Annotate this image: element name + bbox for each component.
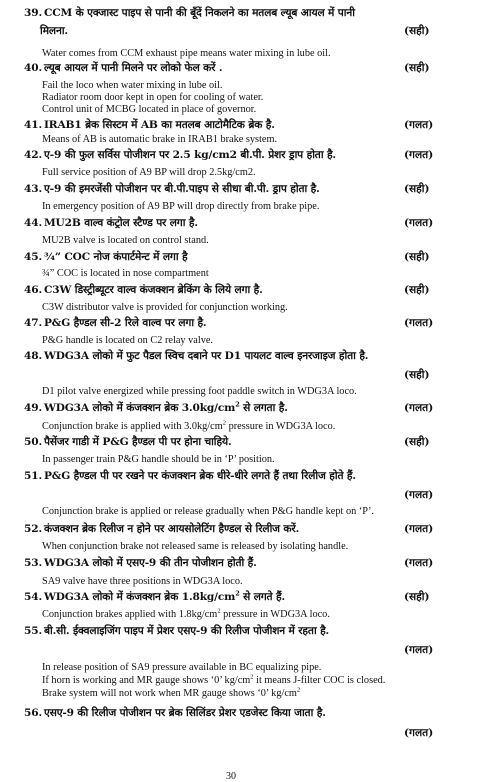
question-hindi-text: WDG3A लोको में कंजक्शन ब्रेक $1.8kg/cm^2$ से लगते हैं. (43, 589, 285, 603)
question-40 (24, 61, 222, 75)
answer-label: (गलत) (404, 489, 434, 501)
answer-label: (सही) (404, 251, 430, 263)
question-56 (24, 706, 326, 720)
question-hindi-text: पैसेंजर गाडी में P&G हैण्डल पी पर होना चाहिये. (43, 436, 232, 448)
question-hindi-text: WDG3A लोको में कंजक्शन ब्रेक $3.0kg/cm^2$ से लगता है. (43, 400, 288, 414)
question-49 (24, 401, 288, 415)
question-53 (24, 556, 257, 570)
english-translation: Radiator room door kept in open for cooling of water. (42, 92, 264, 103)
answer-label: (गलत) (404, 523, 434, 535)
english-translation: C3W distributor valve is provided for conjunction working. (42, 302, 288, 313)
question-number: 48. (24, 350, 42, 362)
english-translation: SA9 valve have three positions in WDG3A loco. (42, 576, 243, 587)
answer-label: (गलत) (404, 149, 434, 161)
question-hindi-text: CCM के एक्जास्ट पाइप से पानी की बूँदें निकलने का मतलब ल्यूब आयल में पानी (43, 7, 355, 19)
english-translation: ¾” COC is located in nose compartment (42, 268, 209, 279)
english-translation: Conjunction brake is applied or release gradually when P&G handle kept on ‘P’. (42, 506, 374, 517)
question-number: 55. (24, 625, 42, 637)
english-translation: Fail the loco when water mixing in lube oil. (42, 80, 223, 91)
answer-label: (गलत) (404, 644, 434, 656)
question-hindi-text: IRAB1 ब्रेक सिस्टम में AB का मतलब आटोमैटिक ब्रेक है. (43, 119, 275, 131)
question-51 (24, 469, 356, 483)
question-number: 42. (24, 149, 42, 161)
question-hindi-text: MU2B वाल्व कंट्रोल स्टैण्ड पर लगा है. (43, 217, 198, 229)
question-hindi-text: C3W डिस्ट्रीब्यूटर वाल्व कंजक्शन ब्रेकिंग के लिये लगा है. (43, 284, 263, 296)
answer-label: (गलत) (404, 217, 434, 229)
question-41 (24, 118, 275, 132)
page-number: 30 (226, 771, 236, 782)
question-50 (24, 435, 232, 449)
question-48 (24, 349, 368, 363)
english-translation: Brake system will not work when MR gauge shows ‘0’ $kg/cm^2$ (42, 686, 301, 699)
english-translation: Water comes from CCM exhaust pipe means water mixing in lube oil. (42, 48, 331, 59)
question-number: 40. (24, 62, 42, 74)
question-52 (24, 522, 299, 536)
question-55 (24, 624, 329, 638)
question-hindi-text: P&G हैण्डल सी-2 रिले वाल्व पर लगा है. (43, 317, 207, 329)
question-42 (24, 148, 336, 162)
question-hindi-text: WDG3A लोको में फुट पैडल स्विच दबाने पर D1 पायलट वाल्व इनरजाइज होता है. (43, 350, 369, 362)
english-translation: If horn is working and MR gauge shows ‘0’ $kg/cm^2$ it means J-filter COC is closed. (42, 673, 386, 686)
question-hindi-text: कंजक्शन ब्रेक रिलीज न होने पर आयसोलेटिंग हैण्डल से रिलीज करें. (43, 523, 300, 535)
question-hindi-text: ल्यूब आयल में पानी मिलने पर लोको फेल करें . (43, 62, 223, 74)
question-number: 54. (24, 591, 42, 603)
answer-label: (सही) (404, 25, 430, 37)
question-number: 41. (24, 119, 42, 131)
answer-label: (गलत) (404, 317, 434, 329)
question-hindi-text: ¾” COC नोज कंपार्टमेन्ट में लगा है (43, 251, 188, 263)
question-hindi-text: ए-9 की फुल सर्विस पोजीशन पर 2.5 kg/cm2 बी.पी. प्रेशर ड्राप होता है. (43, 149, 336, 161)
question-number: 46. (24, 284, 42, 296)
question-hindi-text: एसए-9 की रिलीज पोजीशन पर ब्रेक सिलिंडर प्रेशर एडजेस्ट किया जाता है. (43, 707, 326, 719)
question-54 (24, 590, 285, 604)
question-number: 56. (24, 707, 42, 719)
answer-label: (गलत) (404, 119, 434, 131)
answer-label: (सही) (404, 591, 430, 603)
english-translation: Full service position of A9 BP will drop 2.5kg/cm2. (42, 167, 256, 178)
english-translation: Control unit of MCBG located in place of governor. (42, 104, 257, 115)
answer-label: (गलत) (404, 727, 434, 739)
answer-label: (गलत) (404, 402, 434, 414)
question-hindi-text: ए-9 की इमरजेंसी पोजीशन पर बी.पी.पाइप से सीधा बी.पी. ड्राप होता है. (43, 183, 320, 195)
english-translation: In release position of SA9 pressure available in BC equalizing pipe. (42, 662, 322, 673)
question-number: 45. (24, 251, 42, 263)
english-translation: When conjunction brake not released same is released by isolating handle. (42, 541, 349, 552)
english-translation: Means of AB is automatic brake in IRAB1 brake system. (42, 134, 278, 145)
question-number: 43. (24, 183, 42, 195)
question-44 (24, 216, 198, 230)
answer-label: (सही) (404, 183, 430, 195)
question-number: 52. (24, 523, 42, 535)
answer-label: (सही) (404, 284, 430, 296)
question-hindi-continuation: मिलना. (40, 25, 68, 37)
question-number: 50. (24, 436, 42, 448)
question-hindi-text: बी.सी. ईक्वलाइजिंग पाइप में प्रेशर एसए-9 की रिलीज पोजीशन में रहता है. (43, 625, 330, 637)
question-43 (24, 182, 320, 196)
english-translation: Conjunction brakes applied with $1.8kg/cm^2$ pressure in WDG3A loco. (42, 607, 330, 620)
question-hindi-text: WDG3A लोको में एसए-9 की तीन पोजीशन होती हैं. (43, 557, 257, 569)
english-translation: In passenger train P&G handle should be in ‘P’ position. (42, 454, 275, 465)
english-translation: D1 pilot valve energized while pressing foot paddle switch in WDG3A loco. (42, 386, 357, 397)
english-translation: MU2B valve is located on control stand. (42, 235, 209, 246)
answer-label: (सही) (404, 62, 430, 74)
question-hindi-text: P&G हैण्डल पी पर रखने पर कंजक्शन ब्रेक धीरे-धीरे लगते हैं तथा रिलीज होते हैं. (43, 470, 356, 482)
question-number: 44. (24, 217, 42, 229)
question-number: 39. (24, 7, 42, 19)
answer-label: (सही) (404, 369, 430, 381)
answer-label: (गलत) (404, 557, 434, 569)
english-translation: In emergency position of A9 BP will drop directly from brake pipe. (42, 201, 320, 212)
english-translation: Conjunction brake is applied with $3.0kg/cm^2$ pressure in WDG3A loco. (42, 419, 336, 432)
answer-label: (सही) (404, 436, 430, 448)
question-number: 51. (24, 470, 42, 482)
question-39 (24, 6, 355, 20)
question-number: 47. (24, 317, 42, 329)
question-45 (24, 250, 187, 264)
english-translation: P&G handle is located on C2 relay valve. (42, 335, 213, 346)
question-number: 49. (24, 402, 42, 414)
question-47 (24, 316, 206, 330)
question-46 (24, 283, 263, 297)
question-number: 53. (24, 557, 42, 569)
